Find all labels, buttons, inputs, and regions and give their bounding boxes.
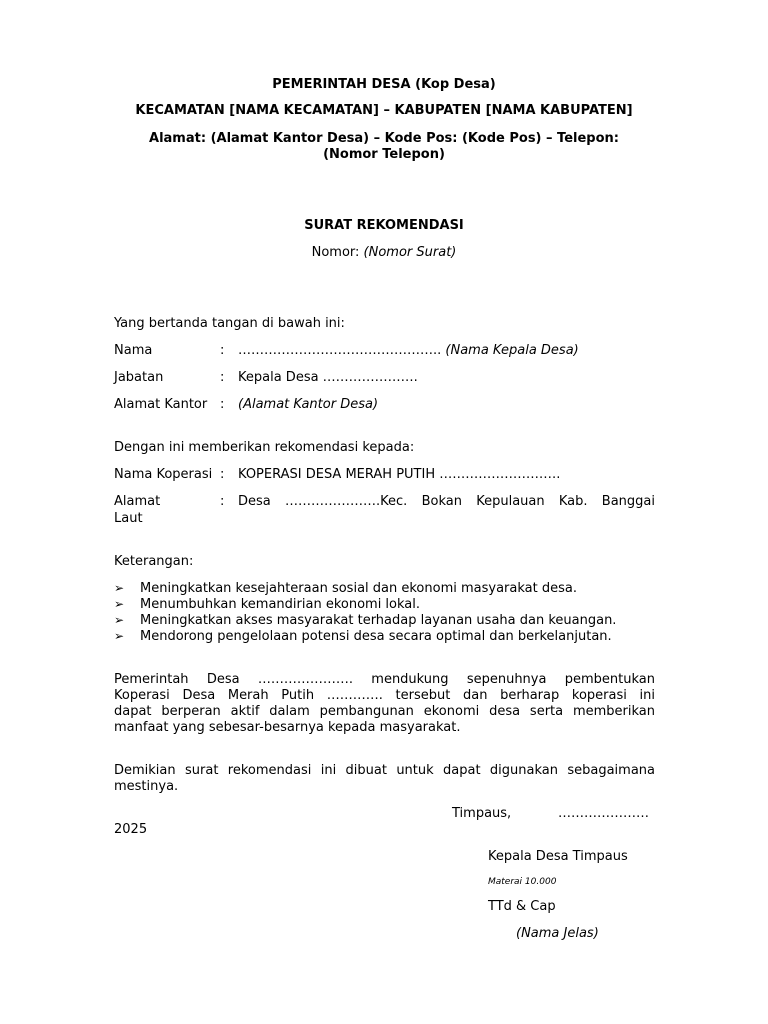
signer-office-label: Alamat Kantor	[114, 397, 208, 412]
letterhead-line-1: PEMERINTAH DESA (Kop Desa)	[272, 77, 496, 92]
signer-intro: Yang bertanda tangan di bawah ini:	[114, 316, 345, 331]
signer-office-row	[114, 397, 654, 415]
list-item: ➢ Meningkatkan kesejahteraan sosial dan ekonomi masyarakat desa.	[114, 581, 577, 596]
support-paragraph-line: Koperasi Desa Merah Putih …………. tersebut dan berharap koperasi ini	[114, 688, 655, 703]
signature-date: …………………	[558, 806, 649, 821]
colon: :	[220, 343, 225, 358]
alamat-label: Alamat	[114, 494, 161, 509]
document-title: SURAT REKOMENDASI	[304, 218, 464, 233]
closing-paragraph-line: Demikian surat rekomendasi ini dibuat untuk dapat digunakan sebagaimana	[114, 763, 655, 778]
alamat-value: Desa ………………….Kec. Bokan Kepulauan Kab. Banggai	[238, 494, 655, 509]
arrow-bullet-icon: ➢	[114, 581, 125, 595]
signer-office-value: (Alamat Kantor Desa)	[238, 397, 379, 412]
signature-name: (Nama Jelas)	[516, 926, 599, 941]
koperasi-label: Nama Koperasi	[114, 467, 213, 482]
colon: :	[220, 467, 225, 482]
signer-position-label: Jabatan	[114, 370, 164, 385]
signer-name-row	[114, 343, 654, 361]
signer-name-value: ……………………………………….. (Nama Kepala Desa)	[238, 343, 579, 358]
arrow-bullet-icon: ➢	[114, 597, 125, 611]
signature-position: Kepala Desa Timpaus	[488, 849, 628, 864]
keterangan-label: Keterangan:	[114, 554, 194, 569]
signature-ttd: TTd & Cap	[488, 899, 556, 914]
alamat-continuation: Laut	[114, 511, 143, 526]
alamat-row	[114, 494, 654, 512]
colon: :	[220, 494, 225, 509]
arrow-bullet-icon: ➢	[114, 629, 125, 643]
signer-position-row	[114, 370, 654, 388]
document-number	[0, 245, 768, 260]
list-item: ➢ Mendorong pengelolaan potensi desa secara optimal dan berkelanjutan.	[114, 629, 612, 644]
signer-position-value: Kepala Desa ………………….	[238, 370, 418, 385]
support-paragraph-line: dapat berperan aktif dalam pembangunan ekonomi desa serta memberikan	[114, 704, 655, 719]
support-paragraph-line: manfaat yang sebesar-besarnya kepada masyarakat.	[114, 720, 461, 735]
materai-note: Materai 10.000	[488, 877, 557, 887]
letterhead-phone: (Nomor Telepon)	[323, 147, 445, 162]
signature-year: 2025	[114, 822, 148, 837]
colon: :	[220, 397, 225, 412]
koperasi-value: KOPERASI DESA MERAH PUTIH ……………………….	[238, 467, 561, 482]
colon: :	[220, 370, 225, 385]
support-paragraph-line: Pemerintah Desa …………………. mendukung sepenuhnya pembentukan	[114, 672, 655, 687]
list-item: ➢ Menumbuhkan kemandirian ekonomi lokal.	[114, 597, 421, 612]
signer-name-label: Nama	[114, 343, 153, 358]
signature-place: Timpaus,	[452, 806, 512, 821]
document-number-value: (Nomor Surat)	[363, 245, 457, 260]
letterhead-line-2: KECAMATAN [NAMA KECAMATAN] – KABUPATEN [NAMA KABUPATEN]	[135, 103, 633, 118]
arrow-bullet-icon: ➢	[114, 613, 125, 627]
list-item: ➢ Meningkatkan akses masyarakat terhadap layanan usaha dan keuangan.	[114, 613, 617, 628]
recommendation-intro: Dengan ini memberikan rekomendasi kepada:	[114, 440, 415, 455]
closing-paragraph-line: mestinya.	[114, 779, 179, 794]
koperasi-row	[114, 467, 654, 485]
document-number-label: Nomor:	[311, 245, 364, 260]
letterhead-address: Alamat: (Alamat Kantor Desa) – Kode Pos: (Kode Pos) – Telepon:	[149, 131, 619, 146]
